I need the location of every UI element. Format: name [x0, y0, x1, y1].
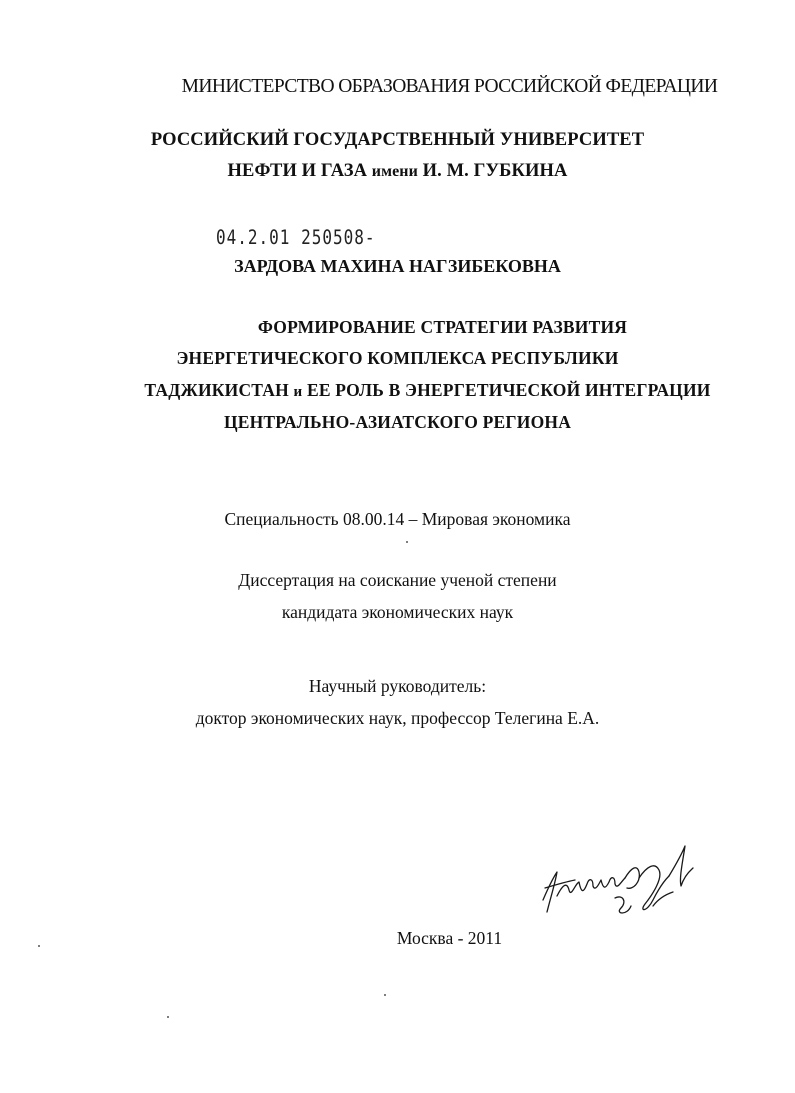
title-line3-part-b: и [293, 384, 303, 400]
scan-speck [384, 994, 386, 996]
supervisor-label: Научный руководитель: [308, 676, 487, 696]
stamp-code: 04.2.01 250508- [216, 226, 376, 249]
title-line3-part-c: ЕЕ РОЛЬ В ЭНЕРГЕТИЧЕСКОЙ ИНТЕГРАЦИИ [302, 380, 711, 400]
university-name-line2 [0, 161, 795, 182]
signature-icon [535, 838, 715, 933]
specialty: Специальность 08.00.14 – Мировая экономика [224, 509, 571, 529]
scan-speck [167, 1016, 169, 1018]
author-name: ЗАРДОВА МАХИНА НАГЗИБЕКОВНА [234, 256, 561, 276]
scan-speck [406, 541, 408, 543]
supervisor-name: доктор экономических наук, профессор Телегина Е.А. [195, 708, 600, 728]
university-line2-part-c: И. М. ГУБКИНА [417, 161, 568, 181]
ministry-heading: МИНИСТЕРСТВО ОБРАЗОВАНИЯ РОССИЙСКОЙ ФЕДЕРАЦИИ [181, 76, 718, 97]
title-line4: ЦЕНТРАЛЬНО-АЗИАТСКОГО РЕГИОНА [223, 412, 572, 432]
city-year: Москва - 2011 [396, 928, 503, 948]
title-line2: ЭНЕРГЕТИЧЕСКОГО КОМПЛЕКСА РЕСПУБЛИКИ [176, 348, 619, 368]
university-line2-part-b: имени [371, 163, 418, 180]
title-line1: ФОРМИРОВАНИЕ СТРАТЕГИИ РАЗВИТИЯ [257, 317, 628, 337]
university-name-line1: РОССИЙСКИЙ ГОСУДАРСТВЕННЫЙ УНИВЕРСИТЕТ [150, 130, 645, 150]
dissertation-line2: кандидата экономических наук [281, 602, 514, 622]
scan-speck [38, 945, 40, 947]
title-line3 [30, 380, 795, 401]
university-line2-part-a: НЕФТИ И ГАЗА [227, 161, 372, 181]
dissertation-line1: Диссертация на соискание ученой степени [238, 570, 557, 590]
title-line3-part-a: ТАДЖИКИСТАН [144, 380, 294, 400]
